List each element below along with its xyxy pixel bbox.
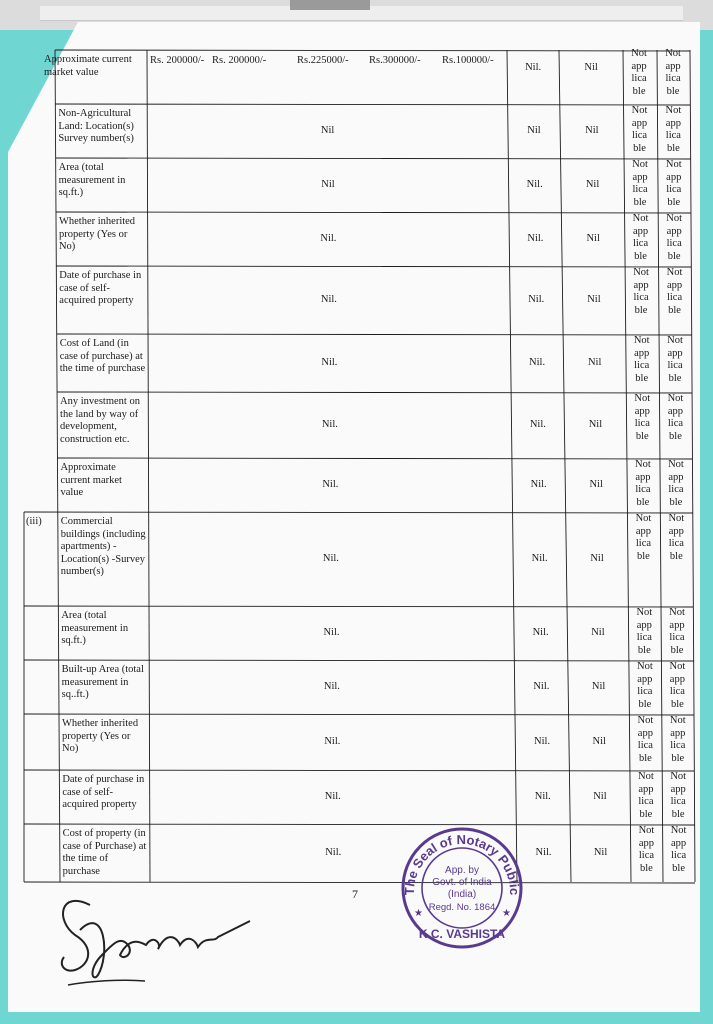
row-line — [24, 770, 694, 771]
cell-col-d: Not app lica ble — [669, 607, 685, 656]
row-number: (iii) — [26, 516, 42, 527]
cell-col-b: Nil — [592, 736, 606, 747]
seal-line-3: (India) — [447, 889, 477, 900]
cell-col-a: Nil. — [529, 357, 546, 368]
cell-col-d: Not app lica ble — [667, 335, 683, 384]
row-line — [24, 714, 694, 715]
cell-col-a: Nil. — [525, 62, 542, 73]
cell-col-b: Nil — [590, 553, 604, 564]
cell-col-c: Not app lica ble — [633, 267, 649, 316]
page-number: 7 — [352, 887, 358, 901]
cell-value: Nil — [320, 125, 335, 136]
row-line — [55, 50, 690, 51]
cell-col-d: Not app lica ble — [669, 661, 686, 710]
cell-col-c: Not app lica ble — [631, 48, 647, 97]
cell-value: Nil. — [320, 233, 337, 244]
cell-col-d: Not app lica ble — [667, 393, 684, 442]
cell-col-b: Nil — [586, 233, 600, 244]
row-line — [24, 824, 695, 825]
cell-value: Nil. — [323, 627, 340, 638]
cell-col-b: Nil — [593, 847, 608, 858]
cell-col-c: Not app lica ble — [635, 513, 652, 562]
row-label: Cost of property (in case of Purchase) at the time of purchase — [62, 828, 147, 877]
row-line — [24, 512, 693, 513]
cell-col-c: Not app lica ble — [637, 715, 654, 764]
cell-col-d: Not app lica ble — [666, 213, 683, 262]
cell-col-d: Not app lica ble — [665, 159, 682, 208]
row-line — [56, 212, 691, 213]
column-line — [507, 50, 517, 882]
cell-value: Nil. — [321, 419, 338, 430]
seal-line-2: Govt. of India — [432, 877, 492, 888]
cell-col-d: Not app lica ble — [666, 267, 683, 316]
cell-col-a: Nil. — [529, 419, 546, 430]
cell-value: Rs. 200000/- — [150, 55, 205, 66]
cell-col-c: Not app lica ble — [635, 459, 651, 508]
cell-col-d: Not app lica ble — [669, 715, 686, 764]
cell-value: Nil. — [323, 681, 340, 692]
row-line — [24, 606, 693, 607]
row-label: Whether inherited property (Yes or No) — [58, 216, 136, 252]
cell-col-b: Nil — [589, 479, 603, 490]
cell-value: Nil — [321, 179, 335, 190]
cell-col-b: Nil — [593, 791, 607, 802]
cell-value: Rs.300000/- — [369, 55, 421, 66]
cell-col-a: Nil. — [534, 791, 551, 802]
row-label: Commercial buildings (including apartments) -Location(s) -Survey number(s) — [60, 516, 146, 577]
cell-col-c: Not app lica ble — [632, 213, 649, 262]
row-label: Whether inherited property (Yes or No) — [61, 718, 139, 754]
cell-col-b: Nil — [585, 179, 600, 190]
row-label: Date of purchase in case of self-acquired property — [59, 270, 142, 306]
cell-col-c: Not app lica ble — [632, 159, 648, 208]
seal-line-4: Regd. No. 1864 — [428, 902, 496, 913]
row-label: Any investment on the land by way of development, construction etc. — [60, 396, 140, 445]
row-label: Date of purchase in case of self-acquired property — [62, 774, 145, 810]
cell-value: Nil. — [324, 736, 341, 747]
cell-col-c: Not app lica ble — [633, 335, 650, 384]
cell-col-a: Nil. — [527, 233, 544, 244]
seal-outer-text: The Seal of Notary Public — [401, 831, 523, 896]
cell-col-a: Nil. — [526, 179, 543, 190]
row-label: Area (total measurement in sq.ft.) — [61, 610, 129, 646]
row-line — [57, 458, 692, 459]
cell-col-b: Nil — [585, 125, 599, 136]
row-line — [56, 266, 691, 267]
notary-seal — [400, 826, 524, 950]
row-label: Built-up Area (total measurement in sq..ft.) — [61, 664, 144, 700]
cell-col-c: Not app lica ble — [636, 607, 653, 656]
signature-image — [50, 885, 270, 995]
row-line — [24, 882, 695, 883]
cell-value: Rs.100000/- — [442, 55, 494, 66]
seal-bottom-text: K.C. VASHISTA — [418, 927, 506, 941]
cell-col-a: Nil. — [528, 294, 545, 305]
cell-col-d: Not app lica ble — [670, 771, 687, 820]
column-line — [147, 50, 150, 882]
row-line — [57, 392, 692, 393]
cell-col-d: Not app lica ble — [665, 48, 681, 97]
row-label: Non-Agricultural Land: Location(s) Survey number(s) — [58, 108, 134, 144]
row-label: Approximate current market value — [60, 462, 122, 498]
seal-line-1: App. by — [445, 865, 479, 876]
cell-col-b: Nil — [591, 627, 605, 638]
cell-col-c: Not app lica ble — [638, 825, 655, 874]
cell-col-c: Not app lica ble — [631, 105, 648, 154]
cell-col-b: Nil — [591, 681, 606, 692]
cell-col-c: Not app lica ble — [634, 393, 651, 442]
cell-col-b: Nil — [587, 357, 602, 368]
cell-col-b: Nil — [584, 62, 598, 73]
cell-value: Nil. — [322, 479, 339, 490]
cell-col-c: Not app lica ble — [636, 661, 653, 710]
cell-col-a: Nil — [527, 125, 541, 136]
cell-value: Nil. — [322, 553, 339, 564]
cell-value: Nil. — [321, 357, 338, 368]
row-label: Approximate current market value — [44, 54, 132, 78]
cell-value: Nil. — [324, 791, 341, 802]
seal-inner-ring — [422, 848, 502, 928]
seal-star-right: ★ — [502, 908, 511, 919]
column-line — [559, 50, 571, 882]
cell-col-a: Nil. — [531, 553, 548, 564]
row-line — [56, 158, 691, 159]
cell-col-d: Not app lica ble — [670, 825, 687, 874]
cell-col-b: Nil — [588, 419, 603, 430]
cell-value: Nil. — [320, 294, 337, 305]
cell-value: Rs.225000/- — [297, 55, 349, 66]
cell-col-a: Nil. — [533, 681, 550, 692]
cell-col-a: Nil. — [534, 736, 551, 747]
row-line — [24, 660, 694, 661]
cell-value: Rs. 200000/- — [212, 55, 267, 66]
cell-col-c: Not app lica ble — [638, 771, 654, 820]
row-label: Cost of Land (in case of purchase) at the time of purchase — [59, 338, 146, 374]
row-line — [55, 104, 690, 105]
cell-col-a: Nil. — [530, 479, 547, 490]
cell-col-a: Nil. — [532, 627, 549, 638]
cell-col-d: Not app lica ble — [665, 105, 682, 154]
cell-col-a: Nil. — [535, 847, 552, 858]
cell-value: Nil. — [325, 847, 342, 858]
cell-col-b: Nil — [587, 294, 601, 305]
seal-star-left: ★ — [414, 908, 423, 919]
row-line — [57, 334, 692, 335]
cell-col-d: Not app lica ble — [668, 459, 684, 508]
row-label: Area (total measurement in sq.ft.) — [58, 162, 126, 198]
cell-col-d: Not app lica ble — [668, 513, 685, 562]
